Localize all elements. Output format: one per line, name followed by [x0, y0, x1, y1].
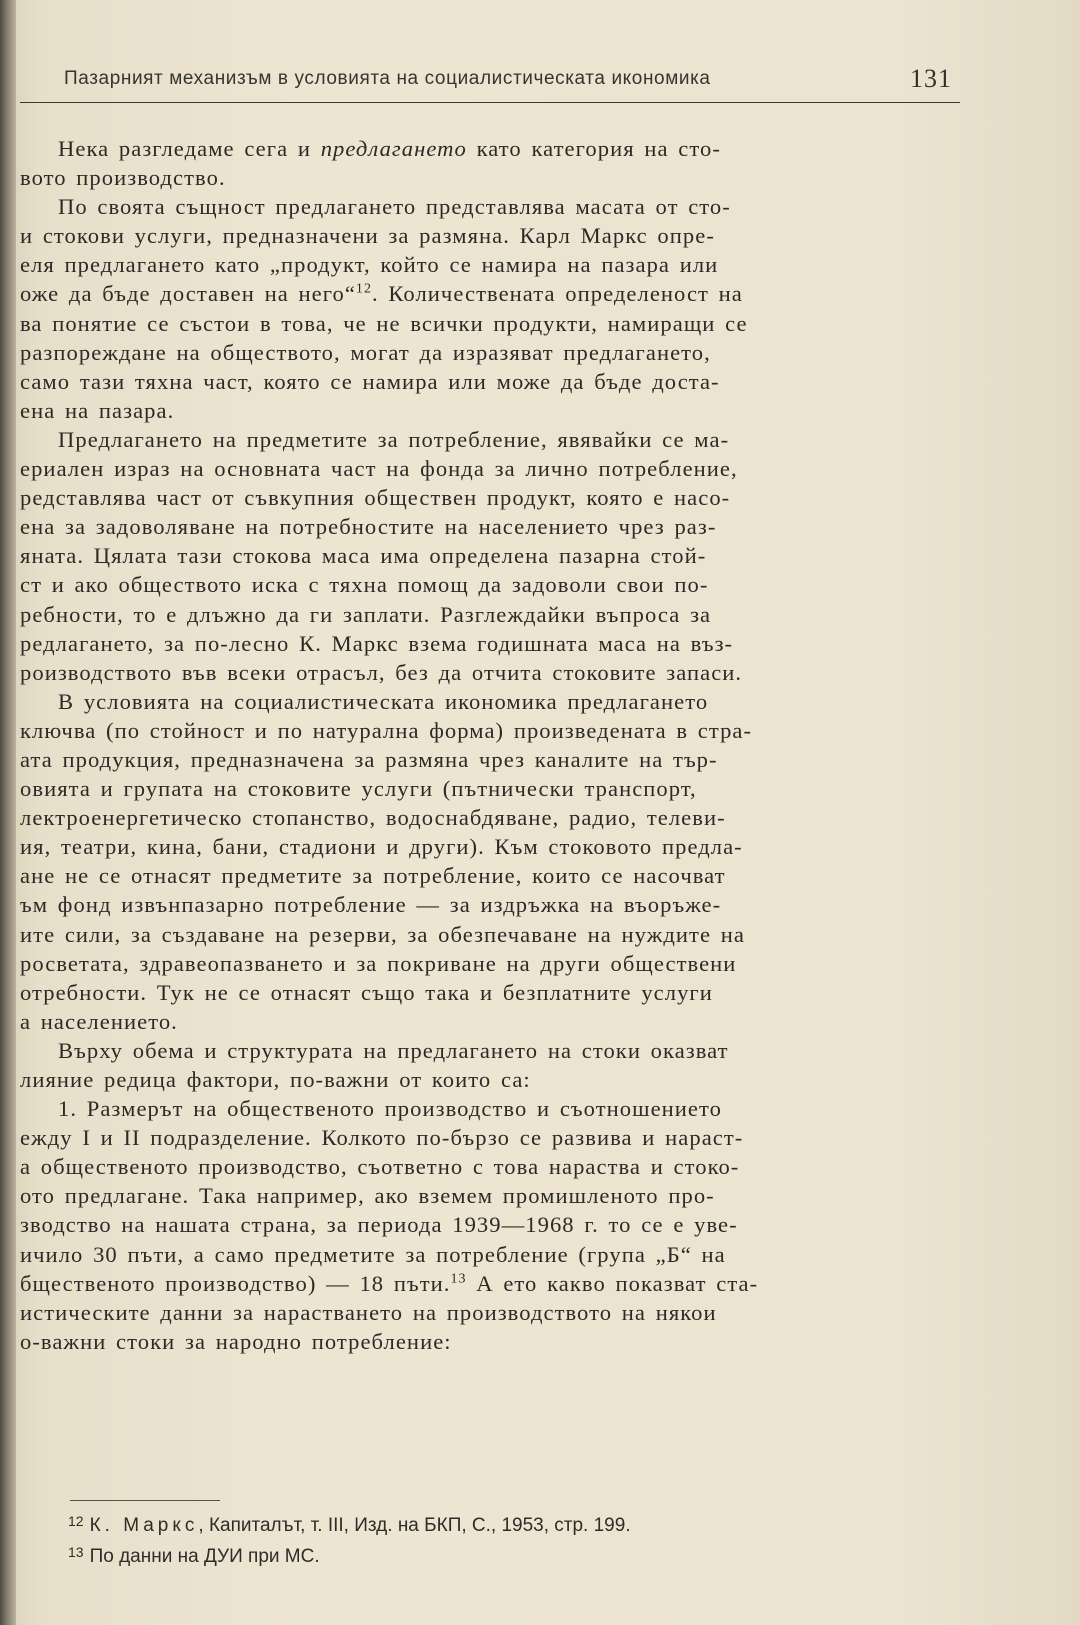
- text-line: и стокови услуги, предназначени за размяна. Карл Маркс опре-: [20, 223, 715, 249]
- text-line: редставлява част от съвкупния обществен продукт, която е насо-: [20, 485, 731, 511]
- text-line: оже да бъде доставен на него“$^{12}$. Количествената определеност на: [20, 281, 743, 307]
- binding-edge: [0, 0, 16, 1625]
- text-line: лектроенергетическо стопанство, водоснабдяване, радио, телеви-: [20, 805, 726, 831]
- text-line: ата продукция, предназначена за размяна чрез каналите на тър-: [20, 746, 718, 772]
- text-line: ериален израз на основната част на фонда за лично потребление,: [20, 456, 738, 482]
- text-line: роизводството във всеки отрасъл, без да отчита стоковите запаси.: [20, 659, 743, 685]
- text-line: Нека разгледаме сега и предлагането като категория на сто-: [58, 136, 721, 161]
- text-line: само тази тяхна част, която се намира или може да бъде доста-: [20, 368, 720, 394]
- text-line: овията и групата на стоковите услуги (пътнически транспорт,: [20, 776, 697, 802]
- text-line: ена за задоволяване на потребностите на населението чрез раз-: [20, 514, 717, 540]
- main-text: [20, 134, 950, 1356]
- paragraph-4: [20, 687, 950, 1036]
- text-line: Върху обема и структурата на предлагането на стоки оказват: [58, 1037, 729, 1063]
- text-line: росветата, здравеопазването и за покриване на други обществени: [20, 950, 737, 976]
- text-line: разпореждане на обществото, могат да изразяват предлагането,: [20, 339, 711, 365]
- paragraph-3: [20, 425, 950, 687]
- text-line: ена на пазара.: [20, 397, 175, 423]
- text-line: Предлагането на предметите за потребление, явявайки се ма-: [58, 426, 730, 452]
- text-line: истическите данни за нарастването на производството на някои: [20, 1299, 717, 1325]
- paragraph-2: [20, 192, 950, 425]
- text-line: ключва (по стойност и по натурална форма) произведената в стра-: [20, 717, 753, 743]
- footnote-author: К. Маркс: [89, 1515, 199, 1536]
- text-line: о-важни стоки за народно потребление:: [20, 1328, 452, 1354]
- text-line: яната. Цялата тази стокова маса има определена пазарна стой-: [20, 543, 707, 569]
- paragraph-5: [20, 1036, 950, 1094]
- paragraph-1: [20, 134, 950, 192]
- text-line: а населението.: [20, 1008, 178, 1034]
- text-line: По своята същност предлагането представлява масата от сто-: [58, 194, 731, 220]
- text-line: ъм фонд извънпазарно потребление — за издръжка на въоръже-: [20, 892, 722, 918]
- text-line: 1. Размерът на общественото производство и съотношението: [58, 1096, 722, 1122]
- text-line: В условията на социалистическата икономика предлагането: [58, 688, 709, 714]
- text-line: ст и ако обществото иска с тяхна помощ да задоволи свои по-: [20, 572, 709, 598]
- text-line: вото производство.: [20, 165, 226, 191]
- footnote-ref[interactable]: 12: [355, 281, 373, 297]
- footnote-text: , Капиталът, т. III, Изд. на БКП, С., 1953, стр. 199.: [198, 1515, 631, 1536]
- footnote-text: По данни на ДУИ при МС.: [89, 1546, 320, 1567]
- text-line: ежду I и II подразделение. Колкото по-бързо се развива и нараст-: [20, 1125, 744, 1151]
- paragraph-6: [20, 1094, 950, 1356]
- text-line: отребности. Тук не се отнасят също така и безплатните услуги: [20, 979, 713, 1005]
- footnotes: [68, 1508, 948, 1570]
- text-line: ребности, то е длъжно да ги заплати. Разглеждайки въпроса за: [20, 601, 712, 627]
- emphasis: предлагането: [320, 136, 467, 161]
- text-line: ите сили, за създаване на резерви, за обезпечаване на нуждите на: [20, 921, 745, 947]
- text-line: ичило 30 пъти, а само предметите за потребление (група „Б“ на: [20, 1241, 726, 1267]
- text-line: ва понятие се състои в това, че не всички продукти, намиращи се: [20, 310, 748, 336]
- footnote-divider: [70, 1500, 220, 1501]
- footnote-number: 12: [68, 1513, 84, 1529]
- footnote-13: [68, 1539, 948, 1570]
- footnote-number: 13: [68, 1544, 84, 1560]
- text-line: ото предлагане. Така например, ако вземем промишленото про-: [20, 1183, 715, 1209]
- text-line: редлагането, за по-лесно К. Маркс взема годишната маса на въз-: [20, 630, 734, 656]
- text-line: лияние редица фактори, по-важни от които са:: [20, 1067, 531, 1092]
- text-line: ане не се отнасят предметите за потребление, които се насочват: [20, 863, 726, 889]
- footnote-12: [68, 1508, 948, 1539]
- text-line: еля предлагането като „продукт, който се намира на пазара или: [20, 252, 719, 278]
- text-line: ия, театри, кина, бани, стадиони и други). Към стоковото предла-: [20, 834, 743, 860]
- text-line: зводство на нашата страна, за периода 1939—1968 г. то се е уве-: [20, 1212, 738, 1238]
- text-line: а общественото производство, съответно с това нараства и стоко-: [20, 1154, 740, 1180]
- page-header: [20, 62, 960, 103]
- page-number: 131: [910, 64, 952, 93]
- footnote-ref[interactable]: 13: [450, 1271, 467, 1287]
- running-title: Пазарният механизъм в условията на социалистическата икономика: [64, 68, 711, 89]
- text-line: бщественото производство) — 18 пъти.$^{13}$ А ето какво показват ста-: [20, 1270, 759, 1296]
